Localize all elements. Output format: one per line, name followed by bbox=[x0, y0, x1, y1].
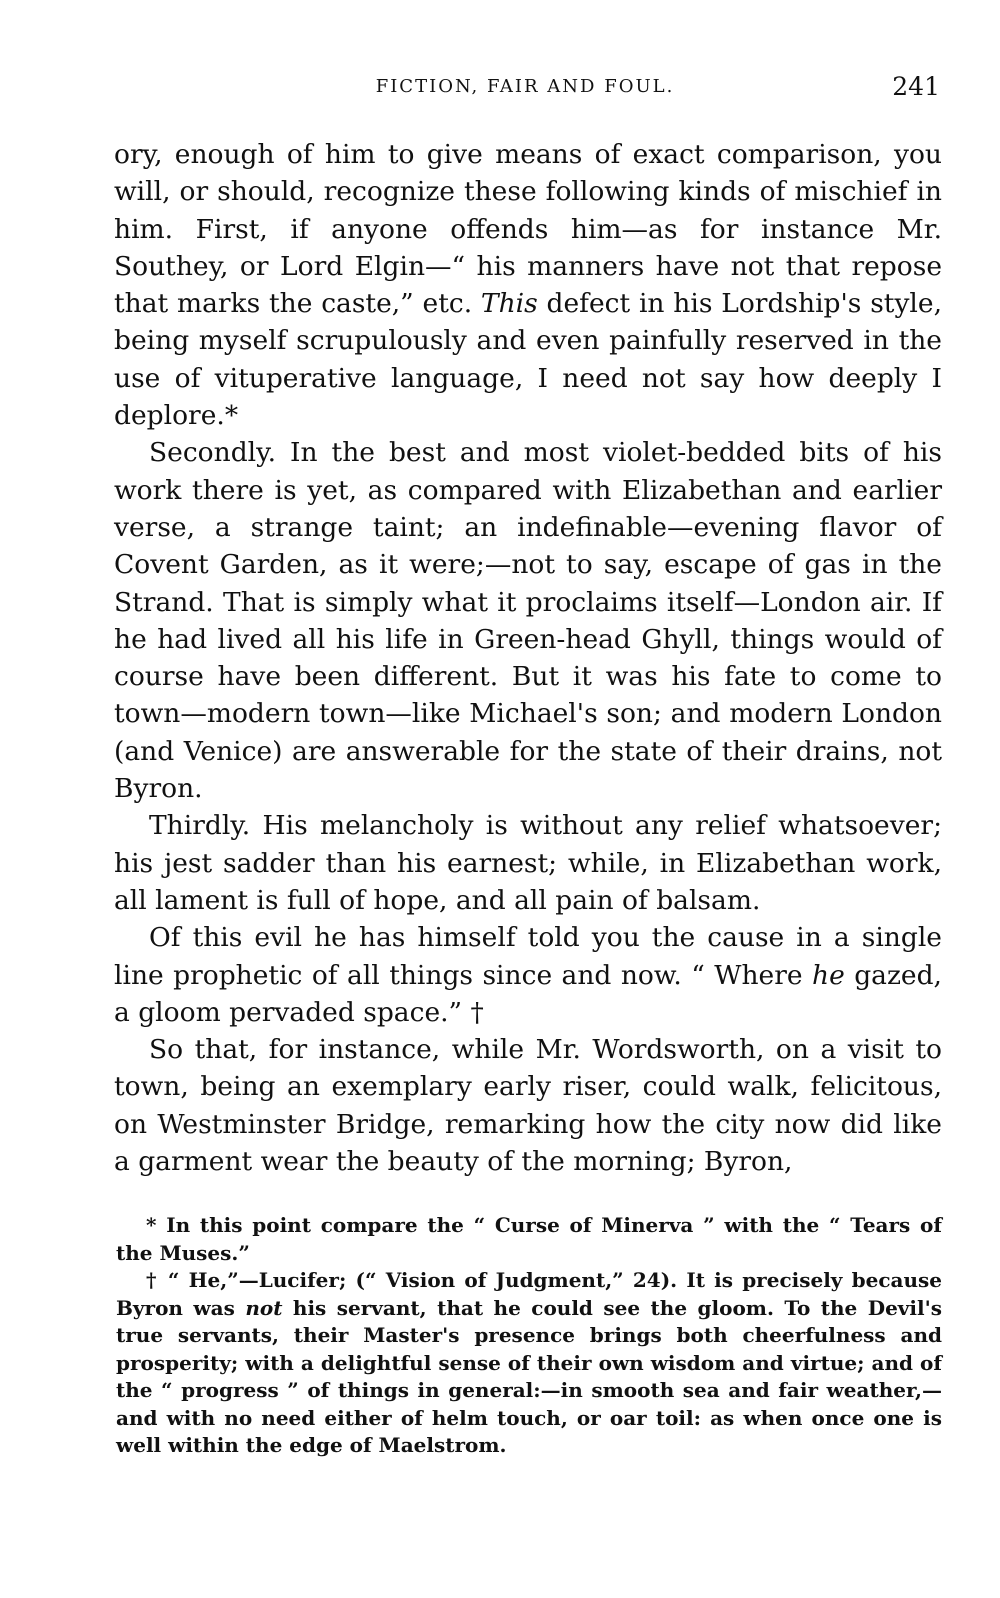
paragraph-1-emphasis: This bbox=[480, 288, 538, 320]
running-title: FICTION, FAIR AND FOUL. bbox=[375, 76, 675, 97]
paragraph-1-text: ory, enough of him to give means of exact comparison, you will, or should, recognize these following kinds of mischief in him. First, if anyone offends him—as for instance Mr. Southey, or Lord Elgin—“ his manners have not that repose that marks the caste,” etc. bbox=[114, 139, 942, 320]
paragraph-4 bbox=[114, 919, 942, 1031]
paragraph-1-rest: defect in his Lordship's style, being myself scrupulously and even painfully reserved in the use of vituperative language, I need not say how deeply I deplore.* bbox=[114, 288, 942, 432]
paragraph-1 bbox=[114, 136, 942, 434]
body-text bbox=[114, 136, 942, 1180]
page-header bbox=[110, 72, 940, 106]
paragraph-3: Thirdly. His melancholy is without any relief whatsoever; his jest sadder than his earnest; while, in Elizabethan work, all lament is full of hope, and all pain of balsam. bbox=[114, 810, 942, 916]
paragraph-4-text: Of this evil he has himself told you the cause in a single line prophetic of all things since and now. “ Where bbox=[114, 922, 942, 991]
footnote-2-rest: his servant, that he could see the gloom. To the Devil's true servants, their Master's presence brings both cheerfulness and prosperity; with a delightful sense of their own wisdom and virtue; and of the “ progress ” of things in general:—in smooth sea and fair weather,—and with no need either of helm touch, or oar toil: as when once one is well within the edge of Maelstrom. bbox=[116, 1295, 942, 1457]
page-number: 241 bbox=[892, 72, 940, 101]
footnote-1: * In this point compare the “ Curse of Minerva ” with the “ Tears of the Muses.” bbox=[116, 1213, 942, 1265]
footnote-2-text: † “ He,”—Lucifer; (“ Vision of Judgment,” 24). It is precisely because Byron was bbox=[116, 1268, 942, 1320]
paragraph-5: So that, for instance, while Mr. Wordsworth, on a visit to town, being an exemplary early riser, could walk, felicitous, on Westminster Bridge, remarking how the city now did like a garment wear the beauty of the morning; Byron, bbox=[114, 1034, 942, 1178]
paragraph-2: Secondly. In the best and most violet-bedded bits of his work there is yet, as compared with Elizabethan and earlier verse, a strange taint; an indefinable—evening flavor of Covent Garden, as it were;—not to say, escape of gas in the Strand. That is simply what it proclaims itself—London air. If he had lived all his life in Green-head Ghyll, things would of course have been different. But it was his fate to come to town—modern town—like Michael's son; and modern London (and Venice) are answerable for the state of their drains, not Byron. bbox=[114, 437, 942, 805]
paragraph-4-emphasis: he bbox=[812, 959, 845, 991]
footnote-2 bbox=[116, 1267, 942, 1460]
footnote-2-emphasis: not bbox=[245, 1295, 283, 1320]
footnotes bbox=[116, 1212, 942, 1460]
paragraph-4-rest: gazed, a gloom pervaded space.” † bbox=[114, 959, 942, 1028]
